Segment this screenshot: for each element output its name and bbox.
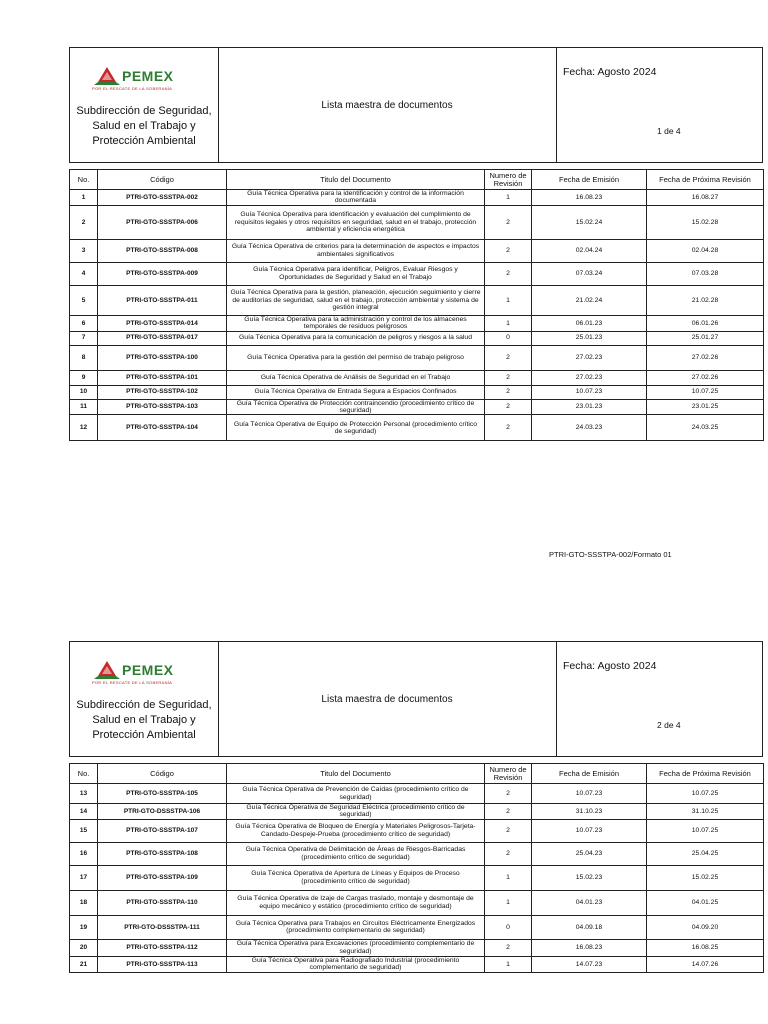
- document-title-cell: Guía Técnica Operativa de Equipo de Protección Personal (procedimiento crítico de seguridad): [227, 415, 485, 441]
- issue-date: 10.07.23: [532, 784, 647, 804]
- document-title-cell: Guía Técnica Operativa de Delimitación de Áreas de Riesgos-Barricadas (procedimiento crítico de seguridad): [227, 842, 485, 865]
- col-header-issue-date: Fecha de Emisión: [532, 170, 647, 190]
- row-number: 5: [70, 285, 98, 315]
- document-title-cell: Guía Técnica Operativa para Excavaciones (procedimiento complementario de seguridad): [227, 939, 485, 956]
- table-row: [70, 205, 764, 239]
- issue-date: 21.02.24: [532, 285, 647, 315]
- page-number: 1 de 4: [657, 126, 681, 136]
- document-date: Fecha: Agosto 2024: [563, 660, 657, 672]
- next-review-date: 16.08.25: [647, 939, 764, 956]
- issue-date: 04.01.23: [532, 890, 647, 915]
- issue-date: 06.01.23: [532, 315, 647, 331]
- form-code: PTRI-GTO-SSSTPA-002/Formato 01: [549, 550, 672, 559]
- next-review-date: 24.03.25: [647, 415, 764, 441]
- header-title-cell: [218, 48, 557, 162]
- pemex-eagle-icon: [94, 66, 120, 86]
- header-title-cell: [218, 642, 557, 756]
- document-title-cell: Guía Técnica Operativa para identificación y evaluación del cumplimiento de requisitos legales y otros requisitos en seguridad, salud en el trabajo, protección ambiental y eficiencia energética: [227, 205, 485, 239]
- next-review-date: 23.01.25: [647, 399, 764, 415]
- document-title-cell: Guía Técnica Operativa para la comunicación de peligros y riesgos a la salud: [227, 331, 485, 345]
- page-header: [69, 47, 763, 163]
- document-title-cell: Guía Técnica Operativa de Apertura de Líneas y Equipos de Proceso (procedimiento crítico de seguridad): [227, 865, 485, 890]
- document-code: PTRI-GTO-SSSTPA-112: [98, 939, 227, 956]
- row-number: 15: [70, 819, 98, 842]
- table-header-row: [70, 764, 764, 784]
- department-name: Subdirección de Seguridad, Salud en el Trabajo y Protección Ambiental: [76, 699, 212, 741]
- revision-number: 1: [485, 890, 532, 915]
- document-title: Lista maestra de documentos: [321, 100, 453, 111]
- row-number: 21: [70, 956, 98, 972]
- row-number: 8: [70, 345, 98, 370]
- document-title-cell: Guía Técnica Operativa para la gestión del permiso de trabajo peligroso: [227, 345, 485, 370]
- document-date: Fecha: Agosto 2024: [563, 66, 657, 78]
- table-row: [70, 345, 764, 370]
- revision-number: 1: [485, 285, 532, 315]
- next-review-date: 15.02.25: [647, 865, 764, 890]
- document-title-cell: Guía Técnica Operativa para la administración y control de los almacenes temporales de residuos peligrosos: [227, 315, 485, 331]
- col-header-no: No.: [70, 170, 98, 190]
- table-row: [70, 784, 764, 804]
- document-code: PTRI-GTO-SSSTPA-100: [98, 345, 227, 370]
- document-code: PTRI-GTO-SSSTPA-107: [98, 819, 227, 842]
- document-title-cell: Guía Técnica Operativa para Trabajos en Circuitos Eléctricamente Energizados (procedimiento complementario de seguridad): [227, 915, 485, 939]
- revision-number: 2: [485, 370, 532, 385]
- revision-number: 2: [485, 399, 532, 415]
- issue-date: 16.08.23: [532, 939, 647, 956]
- issue-date: 10.07.23: [532, 819, 647, 842]
- revision-number: 2: [485, 262, 532, 285]
- document-title-cell: Guía Técnica Operativa de criterios para la determinación de aspectos e impactos ambientales significativos: [227, 239, 485, 262]
- document-page-1: [69, 47, 763, 441]
- next-review-date: 16.08.27: [647, 190, 764, 206]
- col-header-next-review: Fecha de Próxima Revisión: [647, 170, 764, 190]
- document-code: PTRI-GTO-SSSTPA-017: [98, 331, 227, 345]
- revision-number: 2: [485, 804, 532, 820]
- row-number: 18: [70, 890, 98, 915]
- table-row: [70, 842, 764, 865]
- issue-date: 15.02.24: [532, 205, 647, 239]
- next-review-date: 27.02.26: [647, 345, 764, 370]
- revision-number: 1: [485, 956, 532, 972]
- page-number: 2 de 4: [657, 720, 681, 730]
- document-code: PTRI-GTO-SSSTPA-008: [98, 239, 227, 262]
- document-title-cell: Guía Técnica Operativa de Entrada Segura a Espacios Confinados: [227, 385, 485, 399]
- pemex-logo: [92, 660, 202, 688]
- document-code: PTRI-GTO-SSSTPA-102: [98, 385, 227, 399]
- next-review-date: 25.04.25: [647, 842, 764, 865]
- document-code: PTRI-GTO-SSSTPA-006: [98, 205, 227, 239]
- pemex-logo: [92, 66, 202, 94]
- document-title-cell: Guía Técnica Operativa para Radiografiado Industrial (procedimiento complementario de seguridad): [227, 956, 485, 972]
- row-number: 3: [70, 239, 98, 262]
- row-number: 7: [70, 331, 98, 345]
- document-title-cell: Guía Técnica Operativa de Protección contraincendio (procedimiento crítico de seguridad): [227, 399, 485, 415]
- document-code: PTRI-GTO-SSSTPA-101: [98, 370, 227, 385]
- revision-number: 2: [485, 385, 532, 399]
- header-logo-cell: [70, 642, 219, 756]
- table-body: [70, 784, 764, 973]
- table-row: [70, 915, 764, 939]
- revision-number: 2: [485, 415, 532, 441]
- header-meta-cell: [557, 48, 762, 162]
- documents-table: [69, 763, 764, 973]
- row-number: 14: [70, 804, 98, 820]
- next-review-date: 25.01.27: [647, 331, 764, 345]
- issue-date: 23.01.23: [532, 399, 647, 415]
- row-number: 16: [70, 842, 98, 865]
- document-title-cell: Guía Técnica Operativa de Prevención de Caídas (procedimiento crítico de seguridad): [227, 784, 485, 804]
- revision-number: 2: [485, 842, 532, 865]
- next-review-date: 10.07.25: [647, 819, 764, 842]
- table-row: [70, 262, 764, 285]
- col-header-code: Código: [98, 170, 227, 190]
- issue-date: 07.03.24: [532, 262, 647, 285]
- brand-tagline: POR EL RESCATE DE LA SOBERANÍA: [92, 680, 173, 685]
- issue-date: 14.07.23: [532, 956, 647, 972]
- document-code: PTRI-GTO-SSSTPA-110: [98, 890, 227, 915]
- col-header-issue-date: Fecha de Emisión: [532, 764, 647, 784]
- table-row: [70, 285, 764, 315]
- col-header-revision: Numero de Revisión: [485, 170, 532, 190]
- issue-date: 15.02.23: [532, 865, 647, 890]
- issue-date: 24.03.23: [532, 415, 647, 441]
- document-code: PTRI-GTO-SSSTPA-113: [98, 956, 227, 972]
- documents-table: [69, 169, 764, 441]
- row-number: 10: [70, 385, 98, 399]
- table-header-row: [70, 170, 764, 190]
- revision-number: 0: [485, 915, 532, 939]
- department-name: Subdirección de Seguridad, Salud en el Trabajo y Protección Ambiental: [76, 105, 212, 147]
- document-code: PTRI-GTO-SSSTPA-009: [98, 262, 227, 285]
- next-review-date: 10.07.25: [647, 385, 764, 399]
- col-header-no: No.: [70, 764, 98, 784]
- issue-date: 27.02.23: [532, 370, 647, 385]
- table-row: [70, 865, 764, 890]
- next-review-date: 04.01.25: [647, 890, 764, 915]
- header-meta-cell: [557, 642, 762, 756]
- table-row: [70, 399, 764, 415]
- row-number: 13: [70, 784, 98, 804]
- next-review-date: 06.01.26: [647, 315, 764, 331]
- document-code: PTRI-GTO-SSSTPA-109: [98, 865, 227, 890]
- page-header: [69, 641, 763, 757]
- document-code: PTRI-GTO-DSSSTPA-111: [98, 915, 227, 939]
- table-row: [70, 956, 764, 972]
- document-title-cell: Guía Técnica Operativa de Análisis de Seguridad en el Trabajo: [227, 370, 485, 385]
- issue-date: 31.10.23: [532, 804, 647, 820]
- document-code: PTRI-GTO-SSSTPA-104: [98, 415, 227, 441]
- issue-date: 16.08.23: [532, 190, 647, 206]
- brand-name: PEMEX: [122, 68, 174, 84]
- revision-number: 2: [485, 239, 532, 262]
- document-title-cell: Guía Técnica Operativa para identificar, Peligros, Evaluar Riesgos y Oportunidades de Seguridad y Salud en el Trabajo: [227, 262, 485, 285]
- row-number: 6: [70, 315, 98, 331]
- document-code: PTRI-GTO-SSSTPA-105: [98, 784, 227, 804]
- next-review-date: 15.02.28: [647, 205, 764, 239]
- header-logo-cell: [70, 48, 219, 162]
- revision-number: 2: [485, 939, 532, 956]
- revision-number: 1: [485, 865, 532, 890]
- next-review-date: 02.04.28: [647, 239, 764, 262]
- row-number: 12: [70, 415, 98, 441]
- document-title-cell: Guía Técnica Operativa para la gestión, planeación, ejecución seguimiento y cierre de auditorías de seguridad, salud en el trabajo, protección ambiental y sistema de gestión integral: [227, 285, 485, 315]
- issue-date: 02.04.24: [532, 239, 647, 262]
- issue-date: 25.04.23: [532, 842, 647, 865]
- document-code: PTRI-GTO-SSSTPA-011: [98, 285, 227, 315]
- next-review-date: 21.02.28: [647, 285, 764, 315]
- table-row: [70, 331, 764, 345]
- row-number: 19: [70, 915, 98, 939]
- revision-number: 2: [485, 345, 532, 370]
- document-code: PTRI-GTO-SSSTPA-108: [98, 842, 227, 865]
- document-title-cell: Guía Técnica Operativa de Bloqueo de Energía y Materiales Peligrosos-Tarjeta-Candado-Despeje-Prueba (procedimiento crítico de seguridad): [227, 819, 485, 842]
- issue-date: 27.02.23: [532, 345, 647, 370]
- next-review-date: 04.09.20: [647, 915, 764, 939]
- table-row: [70, 819, 764, 842]
- table-row: [70, 370, 764, 385]
- document-code: PTRI-GTO-DSSSTPA-106: [98, 804, 227, 820]
- table-row: [70, 190, 764, 206]
- table-body: [70, 190, 764, 441]
- document-code: PTRI-GTO-SSSTPA-014: [98, 315, 227, 331]
- col-header-code: Código: [98, 764, 227, 784]
- revision-number: 2: [485, 784, 532, 804]
- document-title-cell: Guía Técnica Operativa para la identificación y control de la información documentada: [227, 190, 485, 206]
- issue-date: 10.07.23: [532, 385, 647, 399]
- document-page-2: [69, 641, 763, 973]
- table-row: [70, 239, 764, 262]
- col-header-revision: Numero de Revisión: [485, 764, 532, 784]
- next-review-date: 07.03.28: [647, 262, 764, 285]
- brand-name: PEMEX: [122, 662, 174, 678]
- document-title-cell: Guía Técnica Operativa de Izaje de Cargas traslado, montaje y desmontaje de equipo mecánico y estático (procedimiento crítico de seguridad): [227, 890, 485, 915]
- next-review-date: 14.07.26: [647, 956, 764, 972]
- next-review-date: 31.10.25: [647, 804, 764, 820]
- col-header-next-review: Fecha de Próxima Revisión: [647, 764, 764, 784]
- col-header-title: Titulo del Documento: [227, 764, 485, 784]
- table-row: [70, 939, 764, 956]
- next-review-date: 27.02.26: [647, 370, 764, 385]
- table-row: [70, 315, 764, 331]
- table-row: [70, 890, 764, 915]
- revision-number: 2: [485, 205, 532, 239]
- revision-number: 1: [485, 190, 532, 206]
- document-title-cell: Guía Técnica Operativa de Seguridad Eléctrica (procedimiento crítico de seguridad): [227, 804, 485, 820]
- revision-number: 1: [485, 315, 532, 331]
- document-code: PTRI-GTO-SSSTPA-002: [98, 190, 227, 206]
- next-review-date: 10.07.25: [647, 784, 764, 804]
- document-code: PTRI-GTO-SSSTPA-103: [98, 399, 227, 415]
- row-number: 17: [70, 865, 98, 890]
- table-row: [70, 385, 764, 399]
- pemex-eagle-icon: [94, 660, 120, 680]
- revision-number: 2: [485, 819, 532, 842]
- row-number: 20: [70, 939, 98, 956]
- row-number: 1: [70, 190, 98, 206]
- row-number: 9: [70, 370, 98, 385]
- row-number: 4: [70, 262, 98, 285]
- issue-date: 04.09.18: [532, 915, 647, 939]
- revision-number: 0: [485, 331, 532, 345]
- row-number: 11: [70, 399, 98, 415]
- table-row: [70, 804, 764, 820]
- brand-tagline: POR EL RESCATE DE LA SOBERANÍA: [92, 86, 173, 91]
- col-header-title: Titulo del Documento: [227, 170, 485, 190]
- issue-date: 25.01.23: [532, 331, 647, 345]
- row-number: 2: [70, 205, 98, 239]
- table-row: [70, 415, 764, 441]
- document-title: Lista maestra de documentos: [321, 694, 453, 705]
